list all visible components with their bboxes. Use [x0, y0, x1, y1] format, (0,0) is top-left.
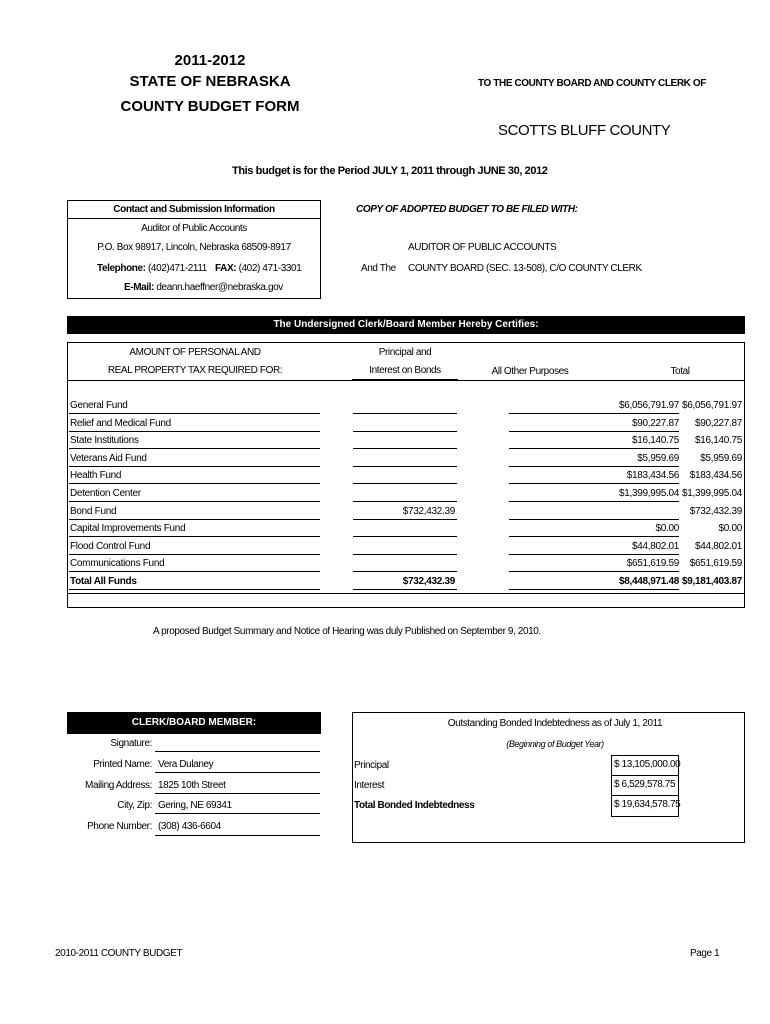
printed-name-label: Printed Name:: [93, 759, 152, 770]
total-amount: $1,399,995.04: [681, 488, 742, 499]
form-year: 2011-2012: [174, 52, 246, 69]
table-row: [69, 416, 744, 433]
col-total-header: Total: [670, 366, 690, 377]
total-amount: $651,619.59: [689, 558, 742, 570]
total-amount: $5,959.69: [700, 452, 742, 464]
total-amount: $16,140.75: [694, 435, 742, 447]
bonds-amount: $732,432.39: [402, 576, 455, 587]
other-purposes-amount: $651,619.59: [626, 558, 679, 570]
bonds-amount: $732,432.39: [402, 505, 455, 517]
bonded-total-value: $ 19,634,578.75: [614, 799, 681, 810]
contact-fax: [215, 263, 301, 274]
copy-recipient-1: AUDITOR OF PUBLIC ACCOUNTS: [408, 242, 557, 253]
other-purposes-amount: $1,399,995.04: [618, 488, 679, 499]
mailing-address-value: 1825 10th Street: [158, 780, 226, 791]
addressee-line: TO THE COUNTY BOARD AND COUNTY CLERK OF: [478, 78, 706, 89]
telephone-label: Telephone:: [97, 263, 146, 274]
other-purposes-amount: $0.00: [655, 523, 679, 535]
copy-and-the: And The: [361, 263, 396, 274]
certify-bar: The Undersigned Clerk/Board Member Hereby Certifies:: [67, 316, 745, 334]
fund-name: Total All Funds: [70, 576, 137, 587]
col-label-line1: AMOUNT OF PERSONAL AND: [129, 347, 261, 358]
budget-period: This budget is for the Period JULY 1, 2011 through JUNE 30, 2012: [232, 165, 548, 177]
table-row: [69, 398, 744, 415]
contact-heading: Contact and Submission Information: [113, 204, 275, 215]
col-principal-line2: Interest on Bonds: [369, 365, 441, 376]
publication-notice: A proposed Budget Summary and Notice of Hearing was duly Published on September 9, 2010.: [153, 626, 541, 637]
total-amount: $183,434.56: [689, 470, 742, 482]
bonded-heading: Outstanding Bonded Indebtedness as of July 1, 2011: [447, 718, 663, 729]
fund-name: Bond Fund: [70, 505, 117, 517]
total-amount: $9,181,403.87: [681, 576, 742, 587]
other-purposes-amount: $90,227.87: [631, 417, 679, 429]
col-other-header: All Other Purposes: [491, 366, 569, 377]
total-amount: $0.00: [718, 523, 742, 535]
col-label-line2: REAL PROPERTY TAX REQUIRED FOR:: [107, 365, 283, 376]
city-zip-value: Gering, NE 69341: [158, 800, 232, 811]
total-amount: $6,056,791.97: [681, 400, 742, 411]
form-title: COUNTY BUDGET FORM: [120, 98, 300, 115]
table-row: [69, 433, 744, 450]
bonded-indebtedness-box: [352, 712, 745, 843]
fund-name: Capital Improvements Fund: [70, 523, 186, 535]
bonded-subheading: (Beginning of Budget Year): [506, 739, 604, 749]
contact-address: P.O. Box 98917, Lincoln, Nebraska 68509-8917: [97, 242, 291, 253]
fax-label: FAX:: [215, 263, 237, 274]
other-purposes-amount: $183,434.56: [626, 470, 679, 482]
total-amount: $44,802.01: [694, 540, 742, 552]
printed-name-value: Vera Dulaney: [158, 759, 214, 770]
fund-name: Relief and Medical Fund: [70, 417, 171, 429]
footer-page-number: Page 1: [690, 948, 720, 959]
bonded-total-label: Total Bonded Indebtedness: [354, 800, 475, 811]
fund-name: Detention Center: [70, 488, 141, 499]
fund-name: State Institutions: [70, 435, 139, 447]
col-principal-line1: Principal and: [378, 347, 432, 358]
total-amount: $90,227.87: [694, 417, 742, 429]
other-purposes-amount: $44,802.01: [631, 540, 679, 552]
other-purposes-amount: $6,056,791.97: [618, 400, 679, 411]
signature-label: Signature:: [110, 738, 152, 749]
fund-name: General Fund: [70, 400, 128, 411]
contact-email: [124, 282, 283, 293]
phone-value: (308) 436-6604: [158, 821, 221, 832]
clerk-bar: CLERK/BOARD MEMBER:: [67, 712, 321, 734]
fund-name: Veterans Aid Fund: [70, 452, 147, 464]
bonded-interest-label: Interest: [354, 780, 385, 791]
form-state: STATE OF NEBRASKA: [129, 73, 291, 90]
other-purposes-amount: $5,959.69: [637, 452, 679, 464]
fund-name: Communications Fund: [70, 558, 165, 570]
email-value[interactable]: deann.haeffner@nebraska.gov: [156, 282, 283, 293]
signature-line[interactable]: [155, 751, 320, 752]
bonded-principal-value: $ 13,105,000.00: [614, 759, 681, 770]
fax-value: (402) 471-3301: [238, 263, 302, 274]
city-zip-label: City, Zip:: [117, 800, 152, 811]
other-purposes-amount: $16,140.75: [631, 435, 679, 447]
table-row: [69, 504, 744, 521]
table-row: [69, 556, 744, 573]
table-row: [69, 574, 744, 591]
table-row: [69, 539, 744, 556]
total-amount: $732,432.39: [689, 505, 742, 517]
copy-heading: COPY OF ADOPTED BUDGET TO BE FILED WITH:: [356, 204, 578, 215]
footer-budget-label: 2010-2011 COUNTY BUDGET: [55, 948, 183, 959]
phone-label: Phone Number:: [87, 821, 152, 832]
contact-telephone: [97, 263, 207, 274]
bonded-principal-label: Principal: [354, 760, 389, 771]
fund-name: Flood Control Fund: [70, 540, 151, 552]
table-row: [69, 486, 744, 503]
copy-recipient-2: COUNTY BOARD (SEC. 13-508), C/O COUNTY CLERK: [408, 263, 642, 274]
email-label: E-Mail:: [124, 282, 154, 293]
other-purposes-amount: $8,448,971.48: [618, 576, 679, 587]
contact-agency: Auditor of Public Accounts: [141, 223, 247, 234]
fund-name: Health Fund: [70, 470, 122, 482]
bonded-interest-value: $ 6,529,578.75: [614, 779, 676, 790]
table-row: [69, 451, 744, 468]
table-row: [69, 521, 744, 538]
telephone-value: (402)471-2111: [147, 263, 207, 274]
table-row: [69, 468, 744, 485]
mailing-address-label: Mailing Address:: [85, 780, 152, 791]
county-name: SCOTTS BLUFF COUNTY: [498, 122, 671, 139]
